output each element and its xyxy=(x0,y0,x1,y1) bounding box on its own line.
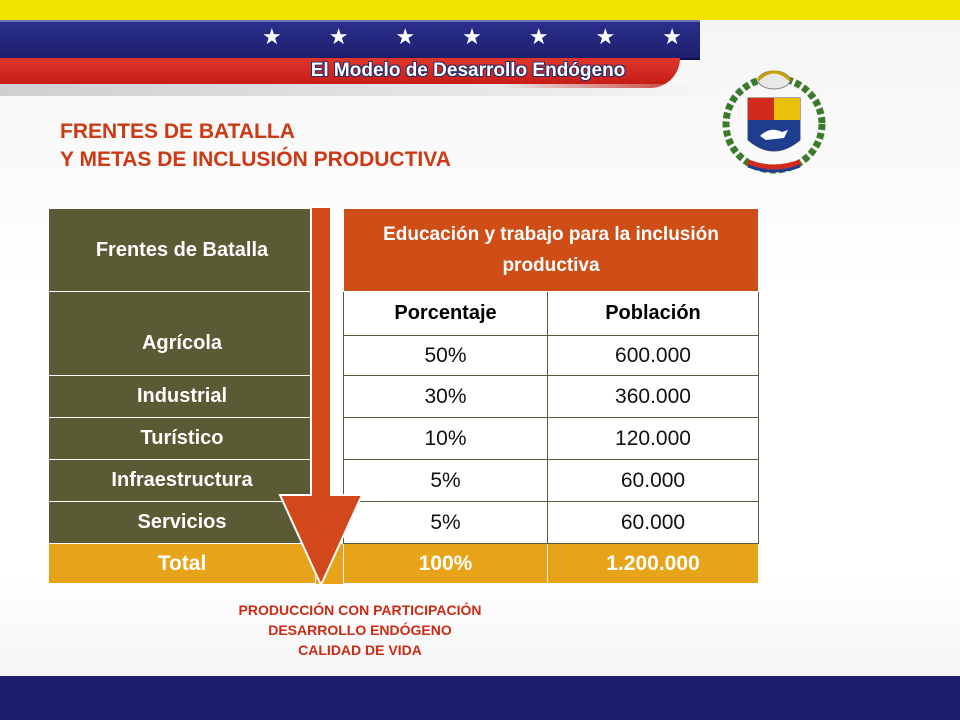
star-icon: ★ xyxy=(595,25,616,50)
footer-slogans xyxy=(160,600,560,660)
heading-line-1: FRENTES DE BATALLA xyxy=(60,120,295,143)
total-pop: 1.200.000 xyxy=(548,544,759,584)
heading-line-2: Y METAS DE INCLUSIÓN PRODUCTIVA xyxy=(60,148,451,171)
page-heading xyxy=(60,118,451,174)
star-icon: ★ xyxy=(395,25,416,50)
group-header-cell xyxy=(344,209,759,292)
group-header: Educación y trabajo para la inclusión productiva xyxy=(383,224,719,276)
pct-cell: 30% xyxy=(344,376,548,418)
pct-cell: 5% xyxy=(344,460,548,502)
header-title: El Modelo de Desarrollo Endógeno xyxy=(310,60,626,81)
pct-cell: 10% xyxy=(344,418,548,460)
star-icon: ★ xyxy=(462,25,482,50)
inclusion-table xyxy=(48,208,759,584)
row-label: Agrícola xyxy=(141,332,223,354)
down-arrow-icon xyxy=(276,205,366,587)
pop-cell: 60.000 xyxy=(548,460,759,502)
row-label: Turístico xyxy=(49,418,316,460)
row-label: Infraestructura xyxy=(49,460,316,502)
star-icon: ★ xyxy=(662,25,682,50)
pop-cell: 120.000 xyxy=(548,418,759,460)
star-icon: ★ xyxy=(328,25,349,50)
row-label: Industrial xyxy=(49,376,316,418)
pop-cell: 600.000 xyxy=(548,336,759,376)
footer-line-3: CALIDAD DE VIDA xyxy=(298,642,422,658)
table-row xyxy=(49,502,759,544)
star-icon: ★ xyxy=(528,25,549,50)
footer-band-blue xyxy=(0,676,960,720)
col-header-percentage: Porcentaje xyxy=(344,292,548,336)
pct-cell: 50% xyxy=(344,336,548,376)
total-row xyxy=(49,544,759,584)
table-row xyxy=(49,376,759,418)
table-row xyxy=(49,460,759,502)
coat-of-arms-icon xyxy=(718,58,830,178)
footer-line-2: DESARROLLO ENDÓGENO xyxy=(268,622,452,638)
pct-cell: 5% xyxy=(344,502,548,544)
star-icon: ★ xyxy=(262,25,282,50)
pop-cell: 60.000 xyxy=(548,502,759,544)
total-label: Total xyxy=(49,544,316,584)
col-header-population: Población xyxy=(548,292,759,336)
total-pct: 100% xyxy=(344,544,548,584)
stars-row xyxy=(262,27,682,49)
row-label: Servicios xyxy=(49,502,316,544)
decorative-swoosh xyxy=(0,84,720,96)
label-header: Frentes de Batalla xyxy=(95,238,269,261)
table-row xyxy=(49,418,759,460)
pop-cell: 360.000 xyxy=(548,376,759,418)
footer-line-1: PRODUCCIÓN CON PARTICIPACIÓN xyxy=(238,602,482,618)
flag-band-yellow xyxy=(0,0,960,20)
